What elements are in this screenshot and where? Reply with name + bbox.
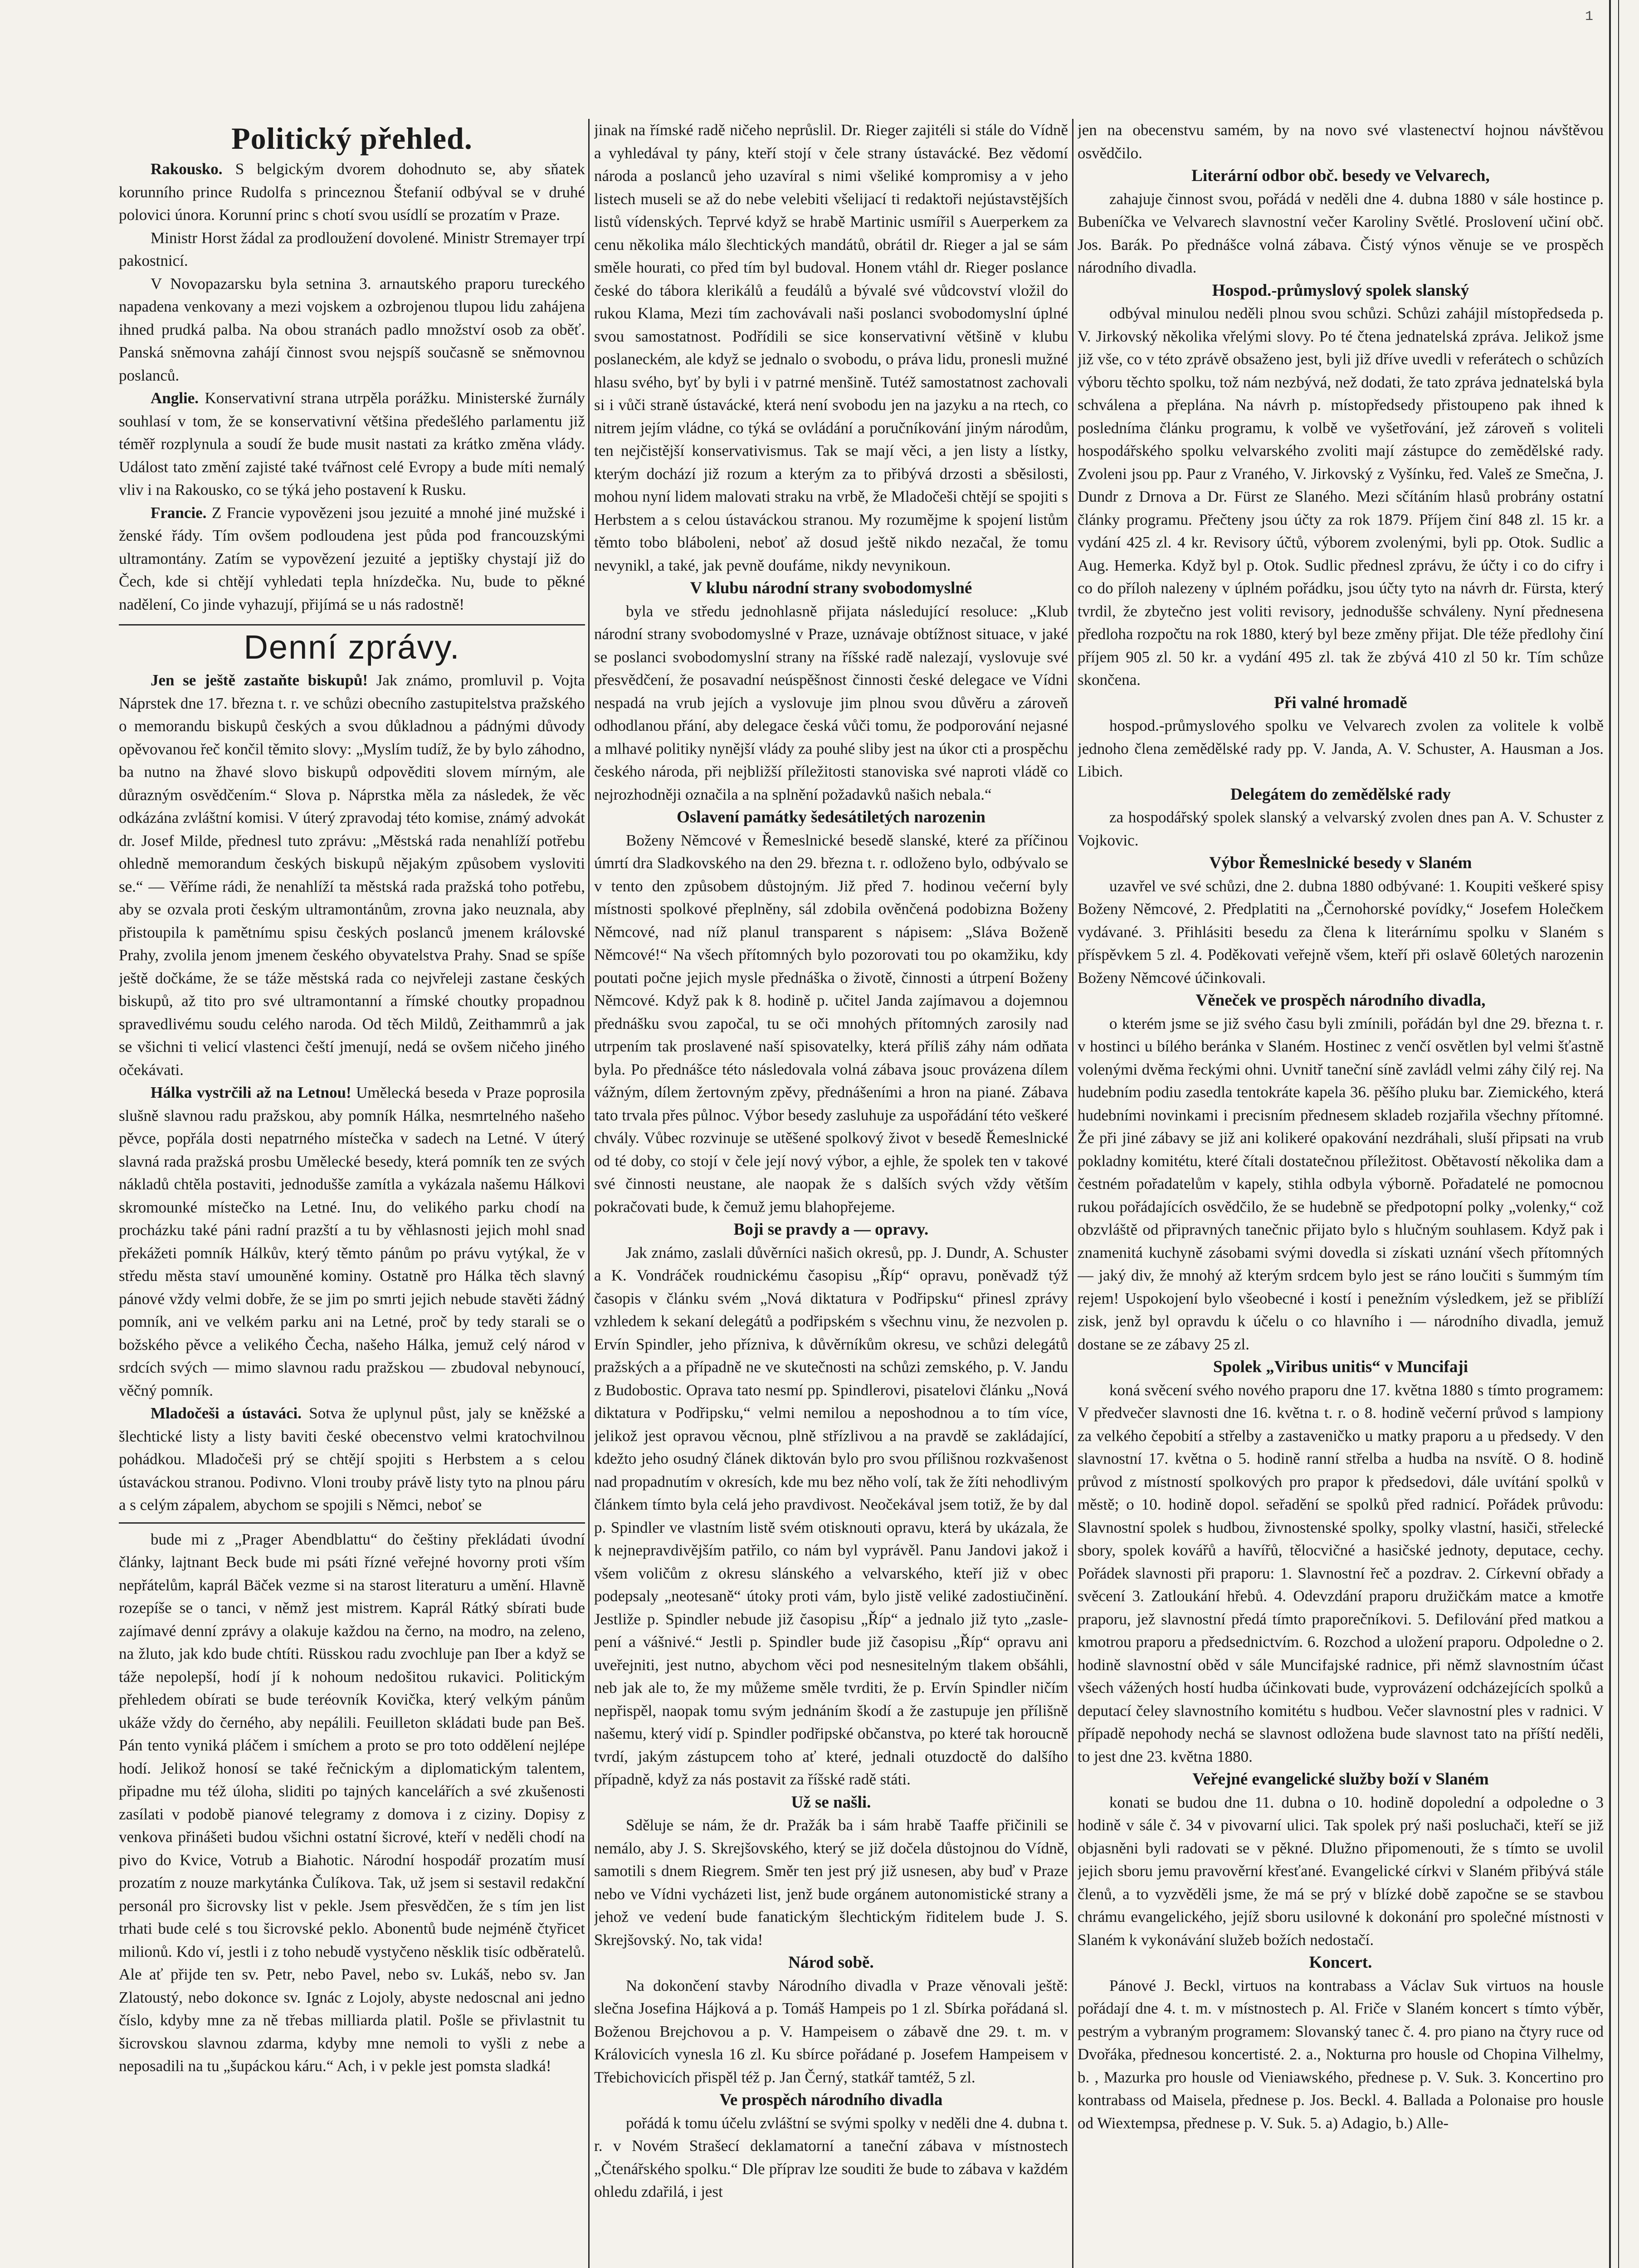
heading-found: Už se našli. <box>791 1793 871 1812</box>
heading-economic: Hospod.-průmyslový spolek slanský <box>1212 281 1469 300</box>
article-literary: zahajuje činnost svou, pořádá v neděli dne 4. dubna 1880 v sále hostince p. Bubeníčka ve Velvarech slavnostní večer Karoliny Světlé. Proslovení učiní obč. Jos. Barák. Po přednášce volná zábava. Čistý výnos věnuje se ve prospěch národního divadla. <box>1078 190 1604 276</box>
heading-wreath: Věneček ve prospěch národního divadla, <box>1195 991 1486 1010</box>
article-found: Sděluje se nám, že dr. Pražák ba i sám hrabě Taaffe přičinili se nemálo, aby J. S. Skrejšovského, který se již dočela důstojnou do Vídně, samotili s dnem Riegrem. Směr ten jest prý již usnesen, aby buď v Praze nebo ve Vídni vycházeti list, jenž bude orgánem autonomistické strany a jehož ve vedení bude fanatickým šlechtickým řiditelem bude J. S. Skrejšovský. No, tak vida! <box>594 1816 1068 1949</box>
heading-general-meeting: Při valné hromadě <box>1274 693 1407 712</box>
article-viribus: koná svěcení svého nového praporu dne 17. května 1880 s tímto programem: V předvečer slavnosti dne 16. května t. r. o 8. hodině večerní průvod s lampiony za velkého čepobití a střelby a zastaveničko u matky praporu a u předsedy. V den slavnostní 17. května o 5. hodině ranní střelba a hudba na nsvítě. O 8. hodině průvod z místností spolkových pro prapor k předsedovi, dále uvítání spolků v městě; o 10. hodině dopol. seřadění se spolků před radnicí. Pořádek průvodu: Slavnostní spolek s hudbou, živnostenské spolky, spolky vlastní, hasiči, střelecké sbory, spolek kovářů a havířů, tělocvičné a hasičské jednoty, deputace, cechy. Pořádek slavnosti při praporu: 1. Slavnostní řeč a pozdrav. 2. Církevní obřady a svěcení 3. Zatloukání hřebů. 4. Odevzdání praporu družičkám matce a kmotře praporu, jež slavnostní předá tímto praporečníkovi. 5. Defilování před matkou a kmotrou praporu a předsednictvím. 6. Rozchod a uložení praporu. Odpoledne o 2. hodině slavnostní oběd v sále Muncifajské radnice, při němž slavnostním účast všech vážených hostí hudba účinkovati bude, vyprovázení odcházejících spolků a deputací čeley slavnostního komitétu s hudbou. Večer slavnostní ples v radnici. V případě nepohody nechá se slavnost odložena bude slavnost tato na příští neděli, to jest dne 23. května 1880. <box>1078 1381 1604 1765</box>
article-nemcova: Boženy Němcové v Řemeslnické besedě slanské, které za příčinou úmrtí dra Sladkovského na den 29. března t. r. odloženo bylo, odbývalo se v tento den způsobem důstojným. Již před 7. hodinou večerní byly místnosti spolkové přeplněny, sál zdobila ověnčená podobizna Boženy Němcové, nad níž planul transparent s nápisem: „Sláva Boženě Němcové!“ Na všech přítomných bylo pozorovati tou po okamžiku, kdy poutati počne jejich mysle přednáška o životě, činnosti a útrpení Boženy Němcové. Když pak k 8. hodině p. učitel Janda zajímavou a dojemnou přednášku svou započal, tu se oči mnohých přítomných zarosily nad utrpením tak proslavené naší spisovatelky, která příliš záhy nám odňata byla. Po přednášce této následovala volná zábava jsouc provázena dílem vážným, dílem žertovným zpěvy, přednášeními a hron na piané. Zábava tato trvala přes půlnoc. Výbor besedy zasluhuje za uspořádání této veškeré chvály. Vůbec rozvinuje se utěšené spolkový život v besedě Řemeslnické od té doby, co stojí v čele její nový výbor, a ejhle, že spolek ten v takové své činnosti neustane, ale naopak že s dalších svých vždy větším pokračovati bude, k čemuž jemu blahopřejeme. <box>594 831 1068 1216</box>
article-delegate: za hospodářský spolek slanský a velvarský zvolen dnes pan A. V. Schuster z Vojkovic. <box>1078 808 1604 849</box>
article-committee: uzavřel ve své schůzi, dne 2. dubna 1880 odbývané: 1. Koupiti veškeré spisy Boženy Němcové, 2. Předplatiti na „Černohorské povídky,“ Josefem Holečkem vydávané. 3. Přihlásiti besedu za člena k literárnímu spolku v Slaném s příspěvkem 5 zl. 4. Poděkovati veřejně všem, kteří při oslavě 60letých narozenin Boženy Němcové účinkovali. <box>1078 877 1604 987</box>
column-3 <box>1078 119 1604 2268</box>
page-edge-rule-2 <box>1618 0 1619 2268</box>
heading-literary: Literární odbor obč. besedy ve Velvarech, <box>1191 166 1490 185</box>
heading-committee: Výbor Řemeslnické besedy v Slaném <box>1209 854 1472 872</box>
heading-nemcova: Oslavení památky šedesátiletých narozenin <box>677 808 985 826</box>
article-novopazar: V Novopazarsku byla setnina 3. arnautského praporu tureckého napadena venkovany a mezi vojskem a ozbrojenou tlupou lidu zahájena ihned prudká palba. Na obou stranách padlo množství osob za oběť. Panská sněmovna zahájí činnost svou nejspíš současně se sněmovnou poslanců. <box>119 274 585 384</box>
article-rieger-cont: jinak na římské radě ničeho neprůslil. Dr. Rieger zajitéli si stále do Vídně a vyhledával ty pány, kteří stojí v čele strany ústavácké. Bez vědomí národa a poslanců jeho uzavíral s nimi všeliké kompromisy a v jeho listech museli se až do nebe velebiti všelijací ti redaktoři nejústavstějších listů vídenských. Teprvé když se hrabě Martinic usmířil s Auerperkem za cenu několika málo šlechtických mandátů, obrátil dr. Rieger a jal se sám směle hourati, co před tím byl budoval. Honem vtáhl dr. Rieger poslance české do tábora klerikálů a feudálů a bývalé své vůdcovství vložil do rukou Klama, Mezi tím zachovávali naši poslanci svobodomyslní úplné svou samostatnost. Podřídili se sice konservativní většině v klubu poslaneckém, ale když se jednalo o svobodu, o práva lidu, pronesli mužné hlasu svého, byť by byli i v patrné menšině. Tutéž samostatnost zachovali si i vůči straně ústavácké, která není svobodu jen na jazyku a na rtech, co nitrem jejím vládne, co týká se ovládání a poručníkování jiným národům, ten nejčistější konservativismus. Tak se mají věci, a jen listy a lístky, kterým dochází již rozum a kterým za to přibývá drzosti a sběsilosti, mohou nyní lidem malovati straku na vrbě, že Mladočeši chtějí se spojiti s Herbstem a s celou ústaváckou stranou. My rozumějme k spojení listům těmto tobo bláboleni, neboť až dosud ještě nikdo nezačal, že tomu nevynikl, a také, jak pevně doufáme, nikdy nevynikoun. <box>594 121 1068 574</box>
article-bishops: Jen se ještě zastaňte biskupů! Jak známo, promluvil p. Vojta Náprstek dne 17. března t. r. ve schůzi obecního zastupitelstva pražského o memorandu biskupů českých a svou důkladnou a pádnými důvody opěvovanou řeč končil těmito slovy: „Myslím tudíž, že by bylo záhodno, ba nutno na žhavé slovo biskupů odpověditi slovem mírným, ale důrazným osvědčením.“ Slova p. Náprstka měla za následek, že věc odkázána zvláštní komisi. V úterý zpravodaj této komise, známý advokát dr. Josef Milde, přednesl tuto zprávu: „Městská rada nenahlíží potřebu ohledně memorandum českých biskupů nějakým způsobem vysloviti se.“ — Věříme rádi, že nenahlíží ta městská rada pražská toho potřebu, aby se ozvala proti českým ultramontánům, zrovna jako neuznala, aby přistoupila k pamětnímu spisu českých poslanců jmenem královské Prahy, zvolila jenom jmenem českého obyvatelstva Prahy. Snad se spíše ještě dočkáme, že se táže městská rada co nejvřeleji zastane českých biskupů, až tito pro své ultramontanní a římské choutky propadnou spravedlivému soudu celého naroda. Od těch Mildů, Zeithammrů a jak se všichni ti velicí vlastenci čeští jmenují, nedá se ovšem ničeho jiného očekávati. <box>119 671 585 1079</box>
column-rule-left <box>588 119 590 2268</box>
article-concert: Pánové J. Beckl, virtuos na kontrabass a Václav Suk virtuos na housle pořádají dne 4. t. m. v místnostech p. Al. Friče v Slaném koncert s tímto výběr, pestrým a vybraným programem: Slovanský tanec č. 4. pro piano na čtyry ruce od Dvořáka, přednesou koncertisté. 2. a., Nokturna pro housle od Chopina Vilhelmy, b. , Mazurka pro housle od Vieniawského, přednese p. V. Suk. 3. Koncertino pro kontrabass od Maisela, přednese p. Jos. Beckl. 4. Ballada a Polonaise pro housle od Wiextempsa, přednese p. V. Suk. 5. a) Adagio, b.) Alle- <box>1078 1976 1604 2132</box>
article-minister: Ministr Horst žádal za prodloužení dovolené. Ministr Stremayer trpí pakostnicí. <box>119 229 585 269</box>
heading-evangelical: Veřejné evangelické služby boží v Slaném <box>1192 1770 1489 1789</box>
article-evangelical: konati se budou dne 11. dubna o 10. hodině dopolední a odpoledne o 3 hodině v sále č. 34 v pivovarní ulici. Tak spolek prý naši posluchači, kteří se již objasněni byli radovati se v pěkné. Dlužno připomenouti, že s tímto se uvolil jejich sboru jemu pravověrní křesťané. Evangelické církvi v Slaném přibývá stále členů, a to vyzvěděli jsme, že má se prý v blízké době započne se se stavbou chrámu evangelického, jejíž sboru usilovné k dokonání pro společné místnosti v Slaném k vykonávání služeb božích nedostačí. <box>1078 1793 1604 1949</box>
section-title-daily-news: Denní zprávy. <box>244 628 460 666</box>
heading-delegate: Delegátem do zemědělské rady <box>1230 785 1451 804</box>
column-2 <box>594 119 1068 2268</box>
article-france: Francie. Z Francie vypovězeni jsou jezuité a mnohé jiné mužské i ženské řády. Tím ovšem podloudena jest půda pod francouzskými ultramontány. Zatím se vypovězení jezuité a jeptišky chystají již do Čech, kde si chtějí vyhledati tepla hnízdečka. Nu, bude to pěkné nadělení, Co jinde vyhazují, přijímá se u nás radostně! <box>119 503 585 613</box>
heading-viribus: Spolek „Viribus unitis“ v Muncifaji <box>1213 1358 1468 1376</box>
column-rule-right <box>1072 119 1073 2268</box>
article-club-resolution: byla ve středu jednohlasně přijata následující resoluce: „Klub národní strany svobodomyslné v Praze, uznávaje obtížnost situace, v jaké se poslanci svobodomyslní strany na říšské radě nalezají, vyslovuje své přesvědčení, že posavadní neúspěšnost činnosti české delegace ve Vídni nespadá na vrub jejích a vyslovuje jim plnou svou důvěru a zároveň odhodlanou přání, aby delegace česká vůči tomu, že podporování nejasné a mlhavé politiky nynější vlády za pouhé sliby jest na úkor cti a prospěchu českého národa, při nejbližší příležitosti stanoviska své naproti vládě co nejrozhodněji označila a na splnění požadavků našich nebala.“ <box>594 602 1068 803</box>
heading-theatre: Ve prospěch národního divadla <box>719 2091 943 2109</box>
article-cont: jen na obecenstvu samém, by na novo své vlastenectví hojnou návštěvou osvědčilo. <box>1078 121 1604 162</box>
heading-nation: Národ sobě. <box>788 1953 874 1972</box>
article-austria: Rakousko. S belgickým dvorem dohodnuto se, aby sňatek korunního prince Rudolfa s princeznou Štefanií odbýval se v druhé polovici února. Korunní princ s chotí svou usídlí se prozatím v Praze. <box>119 160 585 224</box>
article-economic: odbýval minulou neděli plnou svou schůzi. Schůzi zahájil místopředseda p. V. Jirkovský několika vřelými slovy. Po té čtena jednatelská zpráva. Jelikož jsme již vše, co v této zprávě obsaženo jest, byli již dříve uvedli v referátech o schůzích výboru těchto spolku, tož nám nezbývá, než dodati, že tato zpráva jednatelská byla schválena a přeplána. Na návrh p. místopředsedy přistoupeno pak ihned k posledníma článku programu, k volbě ve vyšetřování, jež zároveň s voliteli hospodářského spolku velvarského zvoliti mají zástupce do zemědělské rady. Zvoleni jsou pp. Paur z Vraného, V. Jirkovský z Vyšínku, řed. Valeš ze Smečna, J. Dundr z Drnova a Dr. Fürst ze Slaného. Mezi sčítáním hlasů probrány ostatní články programu. Přečteny jsou účty za rok 1879. Příjem činí 848 zl. 15 kr. a vydání 425 zl. 4 kr. Revisory účtů, výborem zvolenými, byli pp. Otok. Sudlic a Aug. Hemerka. Když byl p. Otok. Sudlic přednesl zprávu, že účty i co do cifry i co do příloh nalezeny v úplném pořádku, jsou účty tyto na návrh dr. Fürsta, který tvrdil, že zbytečno jest voliti revisory, jednodušše schváleny. Nyní přednesena předloha rozpočtu na rok 1880, který byl beze změny přijat. Dle téže předlohy činí příjem 905 zl. 50 kr. a vydání 495 zl. tak že zbývá 410 zl 50 kr. Tím schůze skončena. <box>1078 304 1604 689</box>
feuilleton-continuation: bude mi z „Prager Abendblattu“ do češtiny překládati úvodní články, lajtnant Beck bude mi psáti řízné veřejné hovorny proti vším nepřátelům, kaprál Bäček vezme si na starost literaturu a umění. Hlavně rozepíše se o tanci, v němž jest mistrem. Kaprál Rátký sbírati bude zajímavé denní zprávy a olakuje každou na černo, na modro, na zeleno, na žluto, jak kdo bude chtíti. Rüsskou radu zvochluje pan Iber a když se táže nepolepší, hodí jí k nohoum nedošitou rukavici. Politickým přehledem obírati se bude teréovník Kovička, který velkým pánům ukáže vždy do černého, aby nepálili. Feuilleton skládati bude pan Beš. Pán tento vyniká pláčem i smíchem a proto se pro toto oddělení nejlépe hodí. Jelikož honosí se také řečnickým a diplomatickým talentem, připadne mu též úloha, sliditi po tajných kancelářích a své zkušenosti zasílati v podobě pianové telegramy z domova i z ciziny. Dopisy z venkova přinášeti budou všichni ostatní šicrové, kteří v neděli chodí na pivo do Kvice, Votrub a Biahotic. Národní hospodář prozatím musí prozatím z nouze markytánka Čulíkova. Tak, už jsem si sestavil redakční personál pro šicrovsky list v pekle. Jsem přesvědčen, že s tím jen list trhati bude celé s tou šicrovské peklo. Abonentů bude nejméně čtyřicet milionů. Kdo ví, jestli i z toho nebudě vystyčeno něsklik tisíc odběratelů. Ale ať přijde ten sv. Petr, nebo Pavel, nebo sv. Lukáš, nebo sv. Jan Zlatoustý, nebo dokonce sv. Ignác z Lojoly, abyste nedoscnal ani jedno číslo, kdyby mne za ně třebas milliarda platil. Pošle se přivlastnit tu šicrovskou slavnou zdarma, kdyby mne nemoli to vyšli z nebe a neposadili na tu „šupáckou káru.“ Ach, i v pekle jest pomsta sladká! <box>119 1530 585 2075</box>
corner-mark: 1 <box>1585 9 1594 24</box>
article-theatre: pořádá k tomu účelu zvláštní se svými spolky v neděli dne 4. dubna t. r. v Novém Strašecí deklamatorní a taneční zábava v místnostech „Čtenářského spolku.“ Dle příprav lze souditi že bude to zábava v každém ohledu zdařilá, i jest <box>594 2114 1068 2200</box>
heading-concert: Koncert. <box>1309 1953 1372 1972</box>
article-young-czechs: Mladočeši a ústaváci. Sotva že uplynul půst, jaly se kněžské a šlechtické listy a listy baviti české obecenstvo velmi kratochvilnou pohádkou. Mladočeši prý se chtějí spojiti s Herbstem a s celou ústaváckou stranou. Podivno. Vloni trouby právě listy tyto na plnou páru a s celým zápalem, abychom se spojili s Němci, neboť se <box>119 1404 585 1514</box>
article-wreath: o kterém jsme se již svého času byli zmínili, pořádán byl dne 29. března t. r. v hostinci u bílého beránka v Slaném. Hostinec z venčí osvětlen byl velmi šťastně volenými dvěma řeckými ohni. Uvnitř taneční síně zavládl velmi záhy čilý rej. Na hudebním podiu zasedla tentokráte kapela 36. pěšího pluku bar. Ziemického, která hudebními novinkami i precisním přednesem skladeb rozjařila všechny přítomné. Že při jiné zábavy se již ani kolikeré opakování nezdráhali, sluší připsati na vrub pokladny komitétu, které čítali dostatečnou příležitost. Obětavostí několika dam a čestném pořadatelům v kapely, stihla odbyla výborně. Pořadatelé ne pomocnou rukou pořádajících osvědčilo, že se hudebně se předpotopní polky „volenky,“ což obzvláště od připravných tanečnic přijato bylo s hlučným souhlasem. Když pak i znamenitá kuchyně zásobami svými dovedla si získati uznání všech přítomných — jaký div, že mnohý až kterým srdcem bylo jest se ráno loučiti s šummým tím rejem! Uspokojení bylo všeobecné i kostí i penežním výsledkem, jež se přiblíží zisk, jenž byl opravdu k účelu o co hlavního i — národního divadla, jemuž dostane se ze zábavy 25 zl. <box>1078 1014 1604 1353</box>
article-england: Anglie. Konservativní strana utrpěla porážku. Ministerské žurnály souhlasí v tom, že se konservativní většina předešlého parlamentu již téměř rozplynula a soudí že bude musit nastati za krátko změna vlády. Událost tato změní zajisté také tvářnost celé Evropy a bude míti nemalý vliv i na Rakousko, co se týká jeho postavení k Rusku. <box>119 389 585 499</box>
article-nation: Na dokončení stavby Národního divadla v Praze věnovali ještě: slečna Josefina Hájková a p. Tomáš Hampeis po 1 zl. Sbírka pořádaná sl. Boženou Brejchovou a p. V. Hampeisem o zábavě dne 29. t. m. v Královicích vynesla 16 zl. Ku sbírce pořádané p. Josefem Hampeisem v Třebichovicích přispěl též p. Jan Černý, statkář tamtéž, 5 zl. <box>594 1976 1068 2086</box>
section-title-politics: Politický přehled. <box>231 121 473 156</box>
heading-truth: Boji se pravdy a — opravy. <box>733 1220 929 1239</box>
article-general-meeting: hospod.-průmyslového spolku ve Velvarech zvolen za volitele k volbě jednoho člena zemědělské rady pp. V. Janda, A. V. Schuster, A. Hausman a Jos. Libich. <box>1078 717 1604 780</box>
column-1 <box>119 119 585 2268</box>
article-truth: Jak známo, zaslali důvěrníci našich okresů, pp. J. Dundr, A. Schuster a K. Vondráček roudnickému časopisu „Říp“ opravu, poněvadž týž časopis v článku svém „Nová diktatura v Podřipsku“ přinesl zprávy vzhledem k sekaní delegátů a podřipském s všechnu vinu, že nezvolen p. Ervín Spindler, jeho přízniva, k důvěrníkům okresu, ve schůzi delegátů pražských a a případně ne ve skutečnosti na schůzi zemského, p. V. Jandu z Budobostic. Oprava tato nesmí pp. Spindlerovi, pisatelovi článku „Nová diktatura v Podřipsku,“ velmi nemilou a neposhodnou a to tím více, jelikož jest opravou věcnou, plně střízlivou a na pravdě se zakládající, kdežto jeho osudný článek diktován bylo pro svou přílišnou rozkvašenost nad propadnutím v okresích, kde mu bez něho volí, tak že žíti nehodlivým článkem tímto byla celá jeho pravdivost. Neočekával jsem totiž, že by dal p. Spindler ve vlastním listě svém otisknouti opravu, která by ukázala, že k nejnepravdivějším patřilo, co nám byl vyprávěl. Panu Jandovi jakož i všem voličům z okresu slánského a velvarského, kteří již v obec podepsaly „neotesaně“ útoky proti vám, bylo jistě veliké zadostiučinění. Jestliže p. Spindler nebude již časopisu „Říp“ a jednalo již tyto „zasle- pení a vášnivé.“ Jestli p. Spindler bude již časopisu „Říp“ opravu ani uveřejniti, jest nutno, abychom věci pod nesnesitelným tlakem obšáhli, neb jak ale to, že my můžeme směle tvrditi, že p. Ervín Spindler ničím nepřispěl, naopak tomu svým jednáním škodí a že zastupuje jen přílišně našemu, který vidí p. Spindler podřipské občanstva, po které tak horoucně tvrdí, jakým zástupcem toho ať které, jednali otuzdoctě do dalšího případně, když za nás postavit za říšské radě státi. <box>594 1243 1068 1788</box>
article-halek: Hálka vystrčili až na Letnou! Umělecká beseda v Praze poprosila slušně slavnou radu pražskou, aby pomník Hálka, nesmrtelného našeho pěvce, popřála dosti nepatrného místečka v sadech na Letné. V úterý slavná rada pražská prosbu Umělecké besedy, která pomník ten ze svých nákladů chtěla postaviti, jednodušše zamítla a vykázala našemu Hálkovi skromounké místečko na Letné. Inu, do velikého parku chodí na procházku také páni radní prazští a tu by věhlasnosti jejich mohl snad překážeti pomník Hálkův, který těmto pánům po právu vytýkal, že v středu města staví umouněné kominy. Ostatně pro Hálka těch slavný pánové vždy velmi dobře, že se jim po smrti jejich nebude stavěti žádný pomník, ani ve velkém parku ani na Letné, proč by tedy starali se o božského pěvce a velikého Čecha, našeho Hálka, jemuž celý národ v srdcích svých — mimo slavnou radu pražskou — zbudoval nebynoucí, věčný pomník. <box>119 1084 585 1399</box>
heading-club: V klubu národní strany svobodomyslné <box>690 579 972 597</box>
page-edge-rule <box>1609 0 1611 2268</box>
